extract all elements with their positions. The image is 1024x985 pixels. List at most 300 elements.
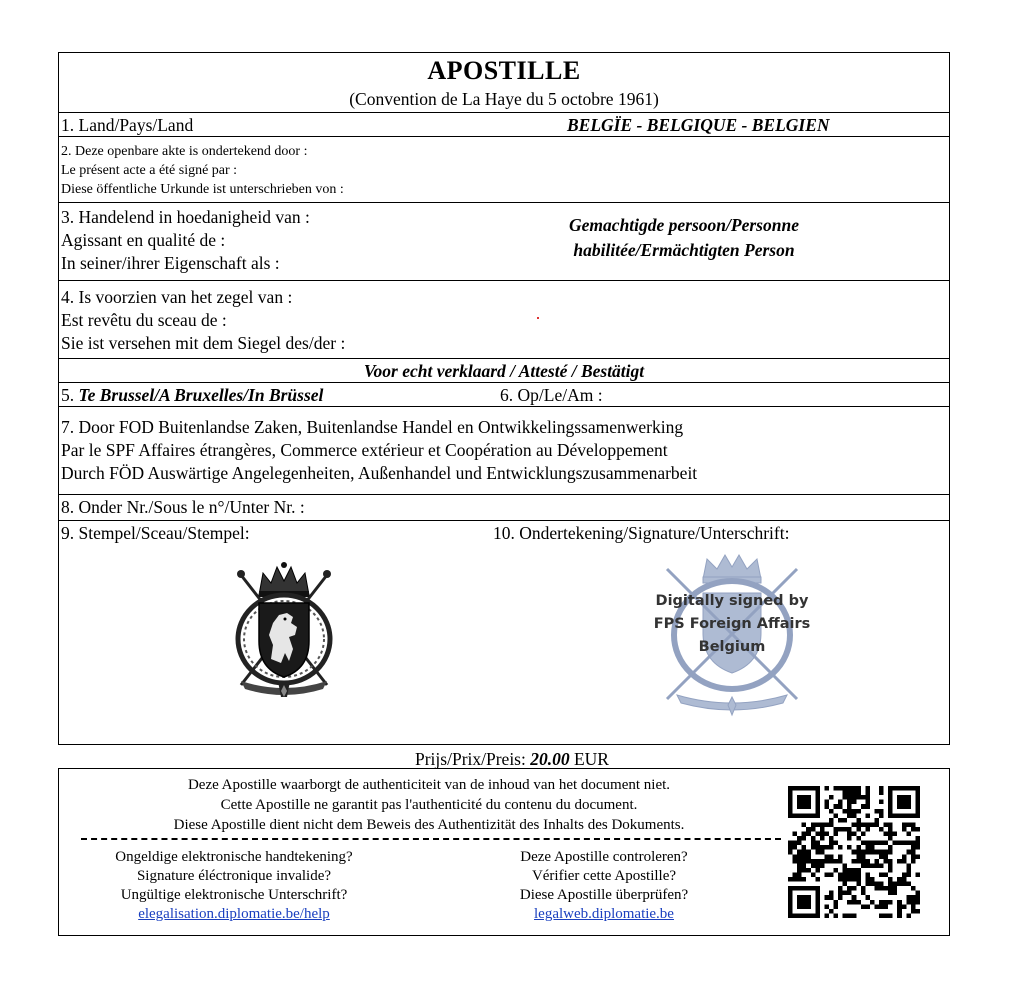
qr-module — [824, 845, 829, 850]
qr-module — [879, 886, 884, 891]
qr-module — [838, 859, 843, 864]
qr-module — [906, 882, 911, 887]
qr-module — [874, 882, 879, 887]
field-4-line-fr: Est revêtu du sceau de : — [61, 310, 227, 330]
qr-module — [847, 795, 852, 800]
qr-module — [865, 845, 870, 850]
help-line-de: Ungültige elektronische Unterschrift? — [120, 887, 348, 903]
qr-module — [888, 868, 893, 873]
qr-code[interactable] — [788, 786, 920, 918]
apostille-form — [58, 52, 950, 745]
digital-signature-line-1: Digitally signed by — [655, 593, 809, 609]
verify-line-fr: Vérifier cette Apostille? — [531, 868, 677, 884]
qr-module — [820, 836, 825, 841]
qr-module — [906, 913, 911, 918]
qr-module — [879, 827, 884, 832]
qr-module — [829, 895, 834, 900]
qr-module — [824, 859, 829, 864]
qr-module — [802, 863, 807, 868]
qr-module — [824, 854, 829, 859]
qr-module — [897, 882, 902, 887]
qr-module — [856, 791, 861, 796]
qr-module — [847, 832, 852, 837]
qr-module — [897, 900, 902, 905]
verification-info-box — [58, 768, 950, 936]
qr-module — [843, 877, 848, 882]
help-link[interactable]: elegalisation.diplomatie.be/help — [138, 906, 330, 922]
qr-module — [893, 886, 898, 891]
qr-module — [861, 886, 866, 891]
qr-module — [797, 841, 802, 846]
qr-module — [893, 891, 898, 896]
field-3-capacity — [499, 213, 869, 263]
qr-module — [824, 804, 829, 809]
qr-module — [856, 868, 861, 873]
qr-module — [897, 877, 902, 882]
field-3-row — [59, 203, 949, 281]
qr-module — [852, 868, 857, 873]
qr-module — [861, 850, 866, 855]
qr-module — [884, 859, 889, 864]
qr-module — [811, 863, 816, 868]
qr-module — [915, 845, 920, 850]
qr-module — [911, 904, 916, 909]
field-10-label: 10. Ondertekening/Signature/Unterschrift: — [493, 523, 790, 543]
qr-module — [856, 877, 861, 882]
field-7-row — [59, 407, 949, 495]
qr-module — [834, 868, 839, 873]
qr-module — [793, 859, 798, 864]
qr-module — [802, 836, 807, 841]
qr-module — [797, 877, 802, 882]
field-3-line-de: In seiner/ihrer Eigenschaft als : — [61, 253, 280, 273]
qr-module — [852, 791, 857, 796]
qr-module — [829, 836, 834, 841]
qr-module — [870, 900, 875, 905]
qr-module — [793, 872, 798, 877]
qr-module — [834, 859, 839, 864]
qr-module — [847, 913, 852, 918]
qr-module — [838, 786, 843, 791]
qr-module — [879, 841, 884, 846]
qr-module — [888, 827, 893, 832]
qr-module — [861, 795, 866, 800]
qr-module — [788, 841, 793, 846]
qr-module — [847, 813, 852, 818]
qr-module — [829, 795, 834, 800]
qr-module — [852, 859, 857, 864]
help-column — [69, 848, 399, 924]
qr-module — [829, 859, 834, 864]
qr-module — [802, 832, 807, 837]
qr-module — [874, 863, 879, 868]
qr-module — [865, 791, 870, 796]
qr-module — [806, 868, 811, 873]
qr-module — [874, 859, 879, 864]
qr-module — [811, 841, 816, 846]
qr-module — [856, 786, 861, 791]
qr-module — [884, 841, 889, 846]
qr-module — [865, 822, 870, 827]
qr-module — [843, 795, 848, 800]
qr-module — [843, 818, 848, 823]
qr-module — [838, 854, 843, 859]
qr-module — [838, 886, 843, 891]
qr-module — [888, 891, 893, 896]
qr-module — [852, 850, 857, 855]
qr-module — [865, 895, 870, 900]
qr-module — [806, 859, 811, 864]
qr-module — [874, 822, 879, 827]
qr-module — [911, 841, 916, 846]
qr-module — [911, 886, 916, 891]
qr-module — [852, 786, 857, 791]
field-5-6-row — [59, 383, 949, 407]
qr-module — [815, 832, 820, 837]
qr-module — [829, 809, 834, 814]
qr-module — [911, 822, 916, 827]
qr-module — [834, 832, 839, 837]
qr-module — [897, 909, 902, 914]
qr-module — [884, 872, 889, 877]
qr-module — [852, 913, 857, 918]
qr-module — [902, 827, 907, 832]
qr-module — [847, 872, 852, 877]
qr-module — [856, 836, 861, 841]
qr-module — [865, 804, 870, 809]
qr-module — [897, 913, 902, 918]
qr-module — [838, 895, 843, 900]
qr-module — [897, 795, 911, 809]
verify-link[interactable]: legalweb.diplomatie.be — [534, 906, 674, 922]
qr-module — [897, 841, 902, 846]
qr-module — [856, 900, 861, 905]
digital-signature-seal — [637, 549, 827, 719]
qr-module — [811, 845, 816, 850]
field-8-row — [59, 495, 949, 521]
qr-module — [856, 850, 861, 855]
qr-module — [838, 845, 843, 850]
qr-module — [852, 886, 857, 891]
qr-module — [888, 863, 893, 868]
qr-module — [902, 882, 907, 887]
qr-module — [843, 791, 848, 796]
qr-module — [843, 786, 848, 791]
qr-module — [879, 872, 884, 877]
qr-module — [847, 845, 852, 850]
field-1-row — [59, 113, 949, 137]
qr-module — [834, 804, 839, 809]
qr-module — [884, 913, 889, 918]
disclaimer-de: Diese Apostille dient nicht dem Beweis des Authentizität des Inhalts des Dokuments. — [173, 817, 685, 833]
qr-module — [820, 832, 825, 837]
qr-module — [856, 809, 861, 814]
qr-module — [820, 845, 825, 850]
qr-module — [834, 900, 839, 905]
qr-module — [906, 822, 911, 827]
field-3-line-nl: 3. Handelend in hoedanigheid van : — [61, 207, 310, 227]
field-3-capacity-line-1: Gemachtigde persoon/Personne — [569, 215, 799, 235]
qr-module — [843, 913, 848, 918]
qr-module — [847, 827, 852, 832]
field-9-10-row — [59, 521, 949, 743]
qr-module — [888, 845, 893, 850]
qr-module — [897, 859, 902, 864]
qr-module — [847, 891, 852, 896]
qr-module — [911, 845, 916, 850]
qr-module — [829, 891, 834, 896]
qr-module — [843, 872, 848, 877]
qr-module — [879, 904, 884, 909]
qr-module — [861, 822, 866, 827]
qr-module — [847, 900, 852, 905]
qr-module — [797, 868, 802, 873]
qr-module — [838, 800, 843, 805]
qr-module — [797, 872, 802, 877]
document-subtitle: (Convention de La Haye du 5 octobre 1961) — [59, 87, 949, 113]
qr-module — [802, 854, 807, 859]
digital-signature-line-3: Belgium — [698, 639, 766, 655]
qr-module — [911, 827, 916, 832]
qr-module — [802, 868, 807, 873]
digital-signature-line-2: FPS Foreign Affairs — [653, 616, 811, 632]
qr-module — [788, 850, 793, 855]
qr-module — [856, 818, 861, 823]
field-3-line-fr: Agissant en qualité de : — [61, 230, 226, 250]
qr-module — [815, 822, 820, 827]
qr-module — [861, 832, 866, 837]
qr-module — [902, 859, 907, 864]
qr-module — [847, 836, 852, 841]
field-2-line-nl: 2. Deze openbare akte is ondertekend door : — [61, 144, 308, 159]
qr-module — [847, 809, 852, 814]
qr-module — [888, 832, 893, 837]
qr-module — [906, 872, 911, 877]
qr-module — [834, 786, 839, 791]
qr-module — [906, 868, 911, 873]
qr-module — [856, 882, 861, 887]
field-1-label: 1. Land/Pays/Land — [61, 115, 194, 135]
qr-module — [824, 822, 829, 827]
qr-module — [884, 832, 889, 837]
qr-module — [802, 822, 807, 827]
qr-module — [829, 818, 834, 823]
qr-module — [847, 877, 852, 882]
qr-module — [856, 872, 861, 877]
qr-module — [915, 841, 920, 846]
qr-module — [915, 895, 920, 900]
qr-module — [829, 909, 834, 914]
qr-module — [793, 841, 798, 846]
qr-module — [815, 859, 820, 864]
field-5-number: 5. — [61, 385, 79, 405]
qr-module — [852, 795, 857, 800]
qr-module — [797, 859, 802, 864]
qr-module — [829, 841, 834, 846]
qr-module — [838, 877, 843, 882]
field-9-label: 9. Stempel/Sceau/Stempel: — [61, 523, 250, 543]
qr-module — [838, 804, 843, 809]
qr-module — [915, 854, 920, 859]
qr-module — [874, 841, 879, 846]
qr-module — [888, 886, 893, 891]
qr-module — [865, 786, 870, 791]
disclaimer-fr: Cette Apostille ne garantit pas l'authenticité du contenu du document. — [220, 797, 638, 813]
qr-module — [915, 900, 920, 905]
qr-module — [915, 836, 920, 841]
qr-module — [788, 877, 793, 882]
qr-module — [815, 845, 820, 850]
qr-module — [865, 904, 870, 909]
qr-module — [865, 863, 870, 868]
price-amount: 20.00 — [530, 749, 570, 769]
qr-module — [793, 877, 798, 882]
qr-module — [874, 904, 879, 909]
qr-module — [884, 854, 889, 859]
field-4-line-de: Sie ist versehen mit dem Siegel des/der : — [61, 333, 346, 353]
qr-module — [911, 895, 916, 900]
qr-module — [820, 827, 825, 832]
qr-module — [852, 813, 857, 818]
qr-module — [843, 863, 848, 868]
qr-module — [852, 895, 857, 900]
qr-module — [902, 841, 907, 846]
field-5 — [61, 383, 323, 407]
disclaimer-block — [79, 775, 779, 835]
qr-module — [802, 850, 807, 855]
qr-module — [829, 872, 834, 877]
qr-module — [806, 850, 811, 855]
qr-module — [847, 800, 852, 805]
qr-module — [788, 845, 793, 850]
qr-module — [820, 822, 825, 827]
qr-module — [843, 891, 848, 896]
qr-module — [879, 863, 884, 868]
qr-module — [838, 872, 843, 877]
qr-module — [820, 863, 825, 868]
qr-module — [856, 822, 861, 827]
qr-module — [911, 909, 916, 914]
qr-module — [888, 836, 893, 841]
qr-module — [843, 868, 848, 873]
qr-module — [906, 863, 911, 868]
qr-module — [815, 877, 820, 882]
field-2-line-de: Diese öffentliche Urkunde ist unterschrieben von : — [61, 182, 344, 197]
verify-column — [439, 848, 769, 924]
qr-module — [811, 872, 816, 877]
qr-module — [893, 841, 898, 846]
qr-module — [870, 841, 875, 846]
qr-module — [893, 882, 898, 887]
qr-module — [911, 850, 916, 855]
qr-module — [838, 891, 843, 896]
qr-module — [820, 859, 825, 864]
qr-module — [829, 854, 834, 859]
red-dot-mark — [537, 317, 539, 319]
qr-module — [897, 904, 902, 909]
qr-module — [874, 818, 879, 823]
qr-module — [856, 827, 861, 832]
field-2-line-fr: Le présent acte a été signé par : — [61, 163, 238, 178]
qr-module — [834, 841, 839, 846]
qr-module — [870, 877, 875, 882]
qr-module — [906, 841, 911, 846]
dashed-separator — [81, 838, 781, 840]
field-2-row — [59, 137, 949, 203]
qr-module — [797, 850, 802, 855]
qr-module — [884, 900, 889, 905]
field-6-label: 6. Op/Le/Am : — [500, 385, 603, 405]
qr-module — [861, 863, 866, 868]
qr-module — [893, 832, 898, 837]
qr-module — [852, 800, 857, 805]
qr-module — [888, 859, 893, 864]
qr-module — [861, 841, 866, 846]
qr-module — [902, 877, 907, 882]
qr-module — [856, 795, 861, 800]
qr-module — [802, 845, 807, 850]
qr-module — [797, 895, 811, 909]
qr-module — [834, 827, 839, 832]
qr-module — [829, 845, 834, 850]
qr-module — [884, 822, 889, 827]
qr-module — [902, 822, 907, 827]
qr-module — [888, 913, 893, 918]
qr-module — [806, 832, 811, 837]
qr-module — [861, 904, 866, 909]
qr-module — [843, 809, 848, 814]
qr-module — [865, 859, 870, 864]
qr-module — [811, 827, 816, 832]
qr-module — [865, 882, 870, 887]
qr-module — [888, 882, 893, 887]
qr-module — [811, 822, 816, 827]
field-5-place: Te Brussel/A Bruxelles/In Brüssel — [78, 385, 324, 405]
price-currency: EUR — [569, 749, 609, 769]
qr-module — [879, 791, 884, 796]
qr-module — [884, 904, 889, 909]
qr-module — [802, 859, 807, 864]
qr-module — [838, 827, 843, 832]
qr-module — [793, 832, 798, 837]
qr-module — [856, 854, 861, 859]
qr-module — [865, 872, 870, 877]
qr-module — [843, 882, 848, 887]
qr-module — [906, 900, 911, 905]
qr-module — [911, 854, 916, 859]
qr-module — [829, 822, 834, 827]
qr-module — [870, 882, 875, 887]
qr-module — [824, 800, 829, 805]
qr-module — [852, 877, 857, 882]
qr-module — [902, 904, 907, 909]
qr-module — [902, 872, 907, 877]
qr-module — [852, 822, 857, 827]
qr-module — [806, 854, 811, 859]
qr-module — [847, 786, 852, 791]
field-4-row — [59, 281, 949, 359]
belgian-coat-of-arms-stamp — [219, 557, 349, 699]
qr-module — [861, 891, 866, 896]
qr-module — [834, 913, 839, 918]
qr-module — [879, 900, 884, 905]
qr-module — [824, 786, 829, 791]
qr-module — [852, 872, 857, 877]
qr-module — [802, 877, 807, 882]
qr-module — [793, 854, 798, 859]
qr-module — [852, 832, 857, 837]
qr-module — [888, 850, 893, 855]
